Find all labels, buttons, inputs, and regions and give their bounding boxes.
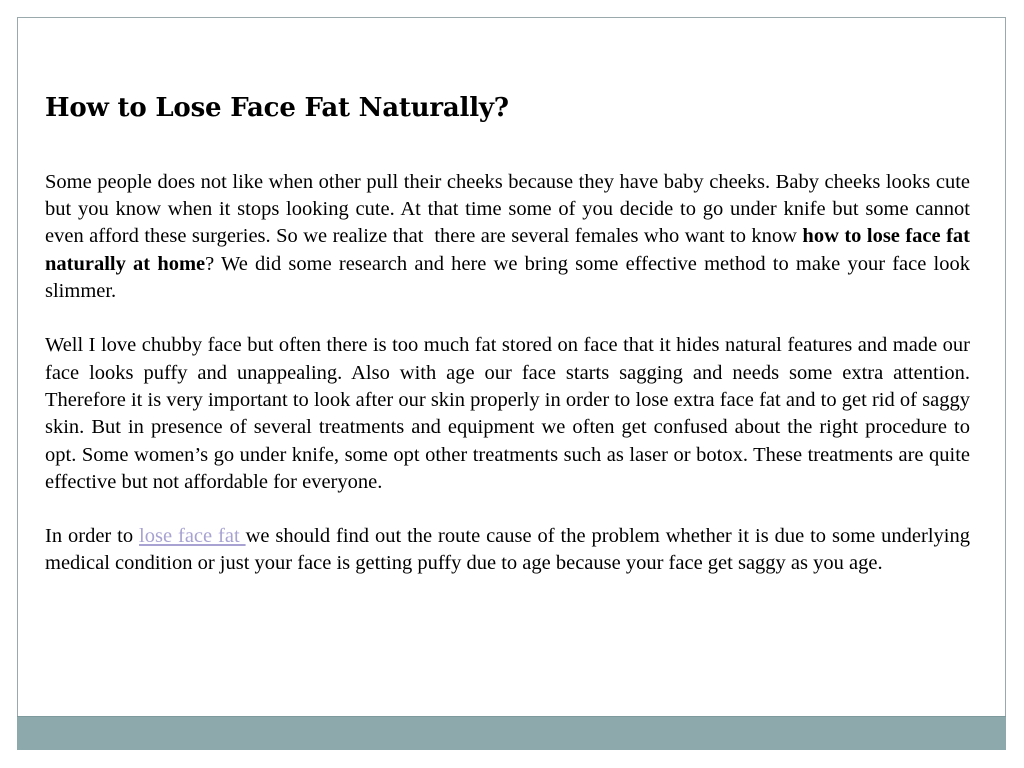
paragraph-conclusion <box>45 523 970 578</box>
paragraph-conclusion-text-end: we should find out the route cause of the problem whether it is due to some underlying medical condition or just your face is getting puffy due to age because your face get saggy as you age. <box>45 525 970 575</box>
paragraph-intro-bold: how to lose face fat naturally at home <box>45 225 970 275</box>
paragraph-body: Well I love chubby face but often there is too much fat stored on face that it hides natural features and made our face looks puffy and unappealing. Also with age our face starts sagging and needs some extra attention. Therefore it is very important to look after our skin properly in order to lose extra face fat and to get rid of saggy skin. But in presence of several treatments and equipment we often get confused about the right procedure to opt. Some women’s go under knife, some opt other treatments such as laser or botox. These treatments are quite effective but not affordable for everyone. <box>45 334 970 493</box>
footer-bar <box>17 716 1006 750</box>
paragraph-intro <box>45 169 970 305</box>
paragraph-conclusion-text: In order to <box>45 525 140 548</box>
slide-content <box>45 94 970 605</box>
page-title: How to Lose Face Fat Naturally? <box>45 93 509 123</box>
lose-face-fat-link[interactable]: lose face fat <box>139 525 246 548</box>
paragraph-intro-text-end: ? We did some research and here we bring some effective method to make your face look slimmer. <box>45 252 970 303</box>
paragraph-intro-text: Some people does not like when other pull their cheeks because they have baby cheeks. Baby cheeks looks cute but you know when it stops looking cute. At that time some of you decide to go under knife but some cannot even afford these surgeries. So we realize that there are several females who want to know <box>45 170 970 248</box>
